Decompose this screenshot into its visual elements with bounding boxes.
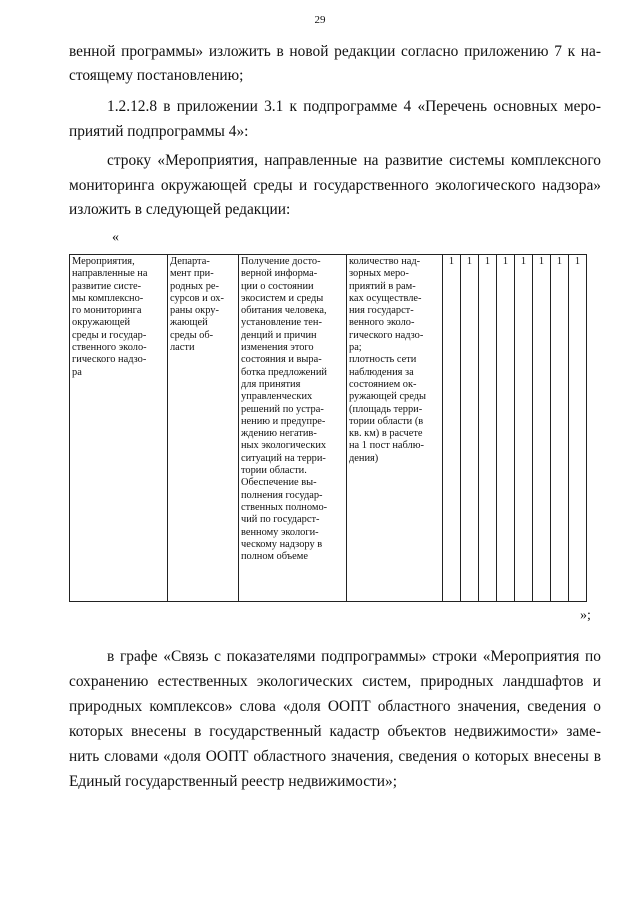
cell-indicators: количество над- зорных меро- приятий в рам- ках осуществле- ния государст- венного эколо- гического надзо- ра; плотность сети наблюдения за состоянием ок- ружающей среды (площадь терри- тории области (в кв. км) в расчете на 1 пост наблю- дения) [347, 255, 443, 602]
paragraph-2-line-1: 1.2.12.8 в приложении 3.1 к подпрограмме 4 «Перечень основных меро- [107, 98, 601, 115]
paragraph-4-line-3: природных комплексов» слова «доля ООПТ областного значения, сведения о [69, 698, 601, 715]
cell-value: 1 [443, 255, 461, 602]
cell-value: 1 [497, 255, 515, 602]
page-number: 29 [314, 14, 326, 26]
paragraph-4-line-1: в графе «Связь с показателями подпрограммы» строки «Мероприятия по [107, 648, 601, 665]
cell-value: 1 [533, 255, 551, 602]
paragraph-1-line-1: венной программы» изложить в новой редакции согласно приложению 7 к на- [69, 43, 601, 60]
measures-table [69, 254, 587, 602]
paragraph-1-line-2: стоящему постановлению; [69, 67, 244, 84]
paragraph-4-line-6: Единый государственный реестр недвижимости»; [69, 773, 397, 790]
paragraph-3-line-2: мониторинга окружающей среды и государственного экологического надзора» [69, 177, 601, 194]
cell-value: 1 [515, 255, 533, 602]
cell-value: 1 [461, 255, 479, 602]
paragraph-3-line-1: строку «Мероприятия, направленные на развитие системы комплексного [107, 152, 601, 169]
cell-value: 1 [569, 255, 587, 602]
cell-expected-result: Получение досто- верной информа- ции о состоянии экосистем и среды обитания человека, установление тен- денций и причин изменения этого состояния и выра- ботка предложений для принятия управленческих решений по устра- нению и предупре- ждению негатив- ных экологических ситуаций на терри- тории области. Обеспечение вы- полнения государ- ственных полномо- чий по государст- венному экологи- ческому надзору в полном объеме [239, 255, 347, 602]
paragraph-4-line-2: сохранению естественных экологических систем, природных ландшафтов и [69, 673, 601, 690]
paragraph-4-line-4: которых внесены в государственный кадастр объектов недвижимости» заме- [69, 723, 601, 740]
opening-quote: « [112, 230, 119, 245]
closing-quote: »; [580, 608, 591, 623]
cell-value: 1 [551, 255, 569, 602]
table-row [70, 255, 587, 602]
paragraph-2-line-2: приятий подпрограммы 4»: [69, 123, 249, 140]
cell-responsible: Департа- мент при- родных ре- сурсов и ох- раны окру- жающей среды об- ласти [168, 255, 239, 602]
paragraph-4-line-5: нить словами «доля ООПТ областного значения, сведения о которых внесены в [69, 748, 601, 765]
cell-value: 1 [479, 255, 497, 602]
paragraph-3-line-3: изложить в следующей редакции: [69, 201, 291, 218]
cell-measure-name: Мероприятия, направленные на развитие систе- мы комплексно- го мониторинга окружающей среды и государ- ственного эколо- гического надзо- ра [70, 255, 168, 602]
